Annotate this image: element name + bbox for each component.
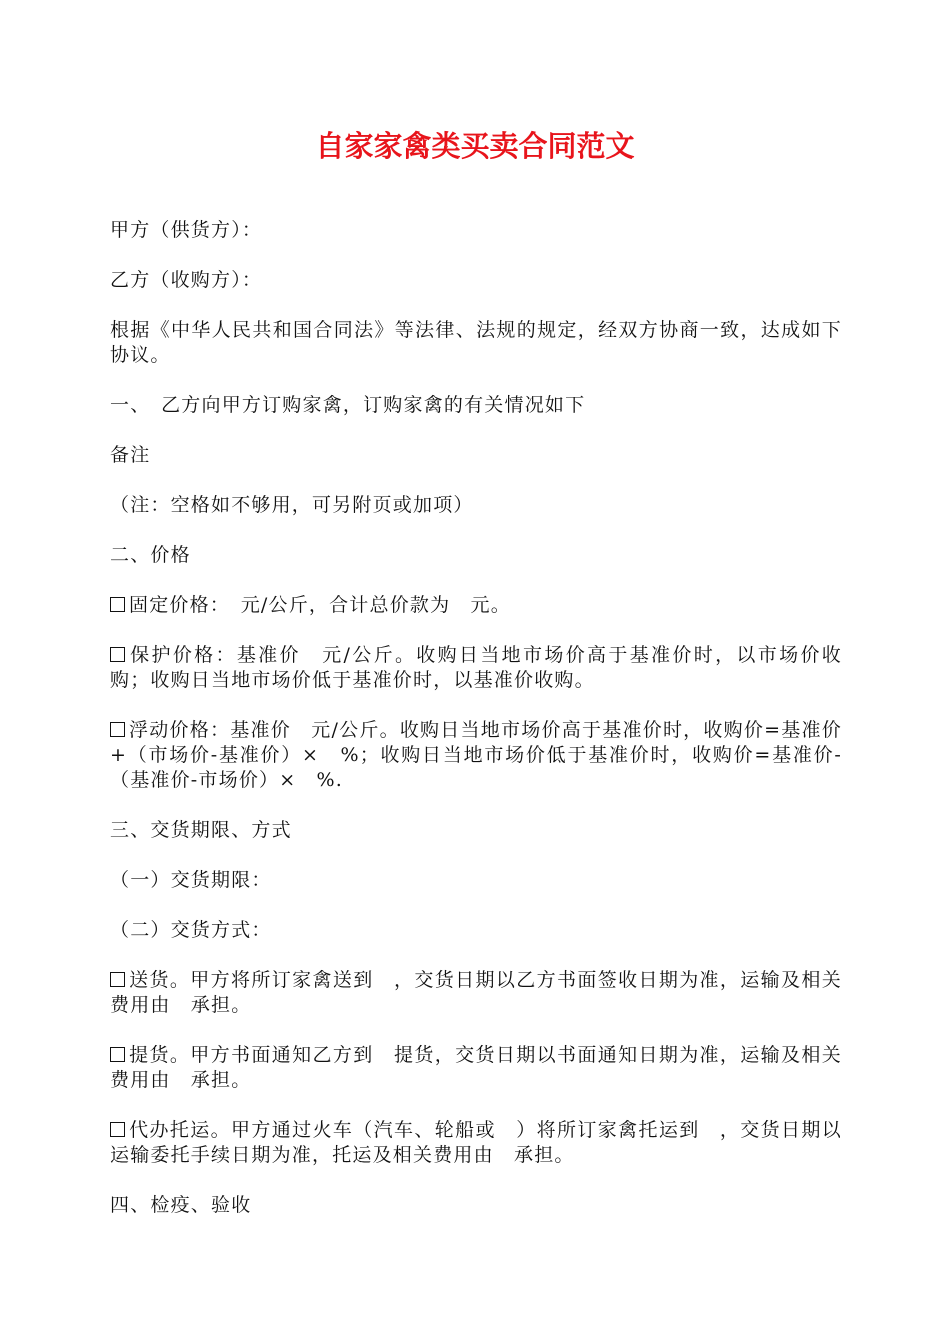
protected-price-option — [110, 643, 842, 693]
consignment-option-text: 代办托运。甲方通过火车（汽车、轮船或 ）将所订家禽托运到 ，交货日期以运输委托手续日期为准，托运及相关费用由 承担。 — [110, 1119, 842, 1166]
fixed-price-option — [110, 593, 842, 618]
empty-checkbox-icon — [110, 647, 125, 662]
party-b-line: 乙方（收购方）： — [110, 269, 263, 291]
empty-checkbox-icon — [110, 972, 125, 987]
section-one-heading: 一、 乙方向甲方订购家禽，订购家禽的有关情况如下 — [110, 394, 586, 416]
note-paragraph: （注：空格如不够用，可另附页或加项） — [110, 494, 474, 516]
delivery-term-line: （一）交货期限： — [110, 869, 272, 891]
empty-checkbox-icon — [110, 1122, 125, 1137]
empty-checkbox-icon — [110, 597, 125, 612]
section-two-heading: 二、价格 — [110, 544, 191, 566]
preamble-paragraph: 根据《中华人民共和国合同法》等法律、法规的规定，经双方协商一致，达成如下协议。 — [110, 319, 842, 366]
delivery-option — [110, 968, 842, 1018]
section-three-heading: 三、交货期限、方式 — [110, 819, 292, 841]
delivery-option-text: 送货。甲方将所订家禽送到 ，交货日期以乙方书面签收日期为准，运输及相关费用由 承担。 — [110, 969, 842, 1016]
document-body — [110, 218, 842, 1243]
empty-checkbox-icon — [110, 722, 125, 737]
section-four-heading: 四、检疫、验收 — [110, 1194, 252, 1216]
document-title: 自家家禽类买卖合同范文 — [315, 129, 635, 163]
consignment-option — [110, 1118, 842, 1168]
remarks-label: 备注 — [110, 444, 151, 466]
floating-price-text: 浮动价格：基准价 元/公斤。收购日当地市场价高于基准价时，收购价=基准价+（市场价-基准价）× %；收购日当地市场价低于基准价时，收购价=基准价-（基准价-市场价）× %. — [110, 719, 842, 791]
fixed-price-text: 固定价格： 元/公斤，合计总价款为 元。 — [129, 594, 511, 616]
pickup-option — [110, 1043, 842, 1093]
delivery-method-line: （二）交货方式： — [110, 919, 272, 941]
floating-price-option — [110, 718, 842, 793]
pickup-option-text: 提货。甲方书面通知乙方到 提货，交货日期以书面通知日期为准，运输及相关费用由 承担。 — [110, 1044, 842, 1091]
party-a-line: 甲方（供货方）： — [110, 219, 263, 241]
protected-price-text: 保护价格：基准价 元/公斤。收购日当地市场价高于基准价时，以市场价收购；收购日当地市场价低于基准价时，以基准价收购。 — [110, 644, 842, 691]
empty-checkbox-icon — [110, 1047, 125, 1062]
